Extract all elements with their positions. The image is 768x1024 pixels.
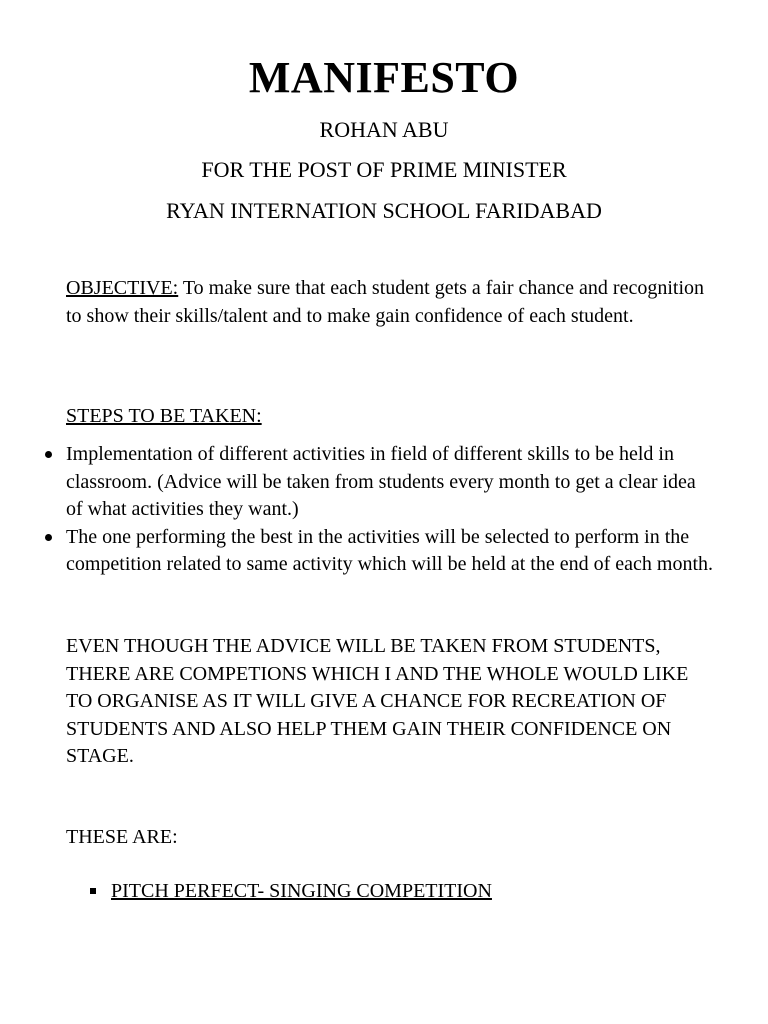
list-item: [90, 878, 690, 906]
step-text: Implementation of different activities in field of different skills to be held in classroom. (Advice will be taken from students every month to get a clear idea of what activities they want.): [66, 443, 696, 520]
step-text: The one performing the best in the activities will be selected to perform in the competition related to same activity which will be held at the end of each month.: [66, 525, 714, 575]
post-line: FOR THE POST OF PRIME MINISTER: [201, 157, 567, 182]
statement-line-2: STUDENTS AND ALSO HELP THEM GAIN THEIR CONFIDENCE ON STAGE.: [66, 717, 672, 767]
square-bullet-icon: [90, 888, 96, 894]
competitions-list: [90, 878, 690, 906]
school-name: RYAN INTERNATION SCHOOL FARIDABAD: [166, 198, 602, 223]
list-item: [66, 524, 716, 579]
objective-paragraph: [66, 275, 716, 330]
statement-paragraph: [66, 633, 716, 771]
candidate-name: ROHAN ABU: [319, 117, 449, 142]
objective-text: To make sure that each student gets a fair chance and recognition to show their skills/talent and to make gain confidence of each student.: [66, 277, 705, 327]
document-title: MANIFESTO: [248, 53, 520, 102]
competition-text: PITCH PERFECT- SINGING COMPETITION: [111, 880, 492, 902]
objective-label: OBJECTIVE:: [66, 277, 179, 299]
competitions-heading: THESE ARE:: [66, 826, 178, 848]
statement-line-1: EVEN THOUGH THE ADVICE WILL BE TAKEN FROM STUDENTS, THERE ARE COMPETIONS WHICH I AND THE WHOLE WOULD LIKE TO ORGANISE AS IT WILL GIVE A CHANCE FOR RECREATION OF: [66, 635, 689, 712]
steps-list: [66, 441, 716, 579]
bullet-dot-icon: [45, 534, 52, 541]
list-item: [66, 441, 716, 524]
bullet-dot-icon: [45, 451, 52, 458]
steps-heading: STEPS TO BE TAKEN:: [66, 405, 262, 427]
